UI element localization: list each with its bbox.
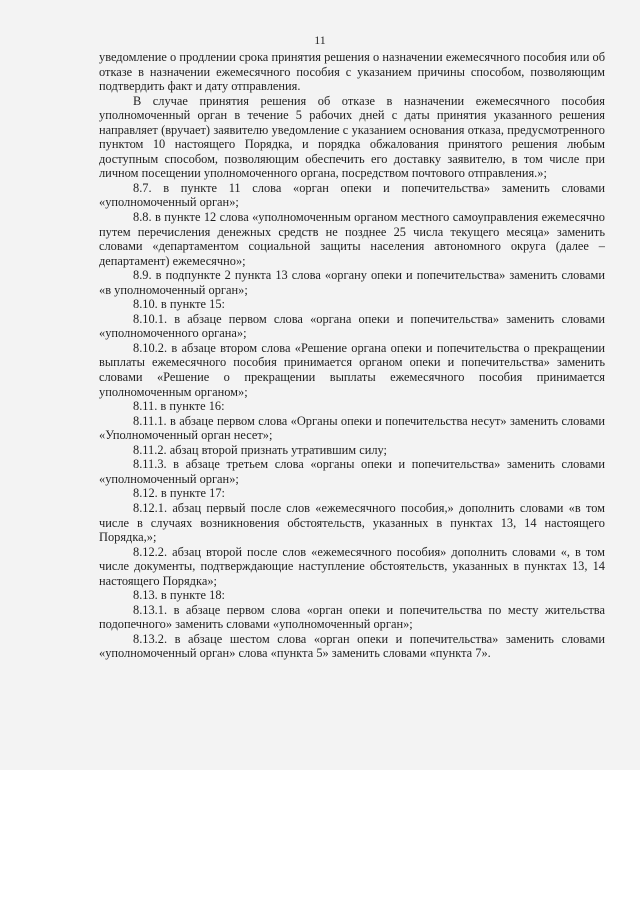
paragraph-8-12-2: 8.12.2. абзац второй после слов «ежемесячного пособия» дополнить словами «, в том числе документы, подтверждающие наступление обстоятельств, указанных в пунктах 13, 14 настоящего Порядка»;: [99, 544, 605, 588]
paragraph-8-9: 8.9. в подпункте 2 пункта 13 слова «органу опеки и попечительства» заменить словами «в уполномоченный орган»;: [99, 268, 605, 297]
paragraph-8-10: 8.10. в пункте 15:: [133, 297, 225, 312]
paragraph-8-8: 8.8. в пункте 12 слова «уполномоченным органом местного самоуправления ежемесячно путем перечисления денежных средств не позднее 25 числа текущего месяца» заменить словами «департаментом социальной защиты населения автономного округа (далее – департамент) ежемесячно»;: [99, 210, 605, 268]
paragraph-8-13: 8.13. в пункте 18:: [133, 588, 225, 603]
paragraph-8-10-1: 8.10.1. в абзаце первом слова «органа опеки и попечительства» заменить словами «уполномоченного органа»;: [99, 311, 605, 341]
paragraph-refusal-notice: В случае принятия решения об отказе в назначении ежемесячного пособия уполномоченный орган в течение 5 рабочих дней с даты принятия указанного решения направляет (вручает) заявителю уведомление с указанием основания отказа, предусмотренного пунктом 10 настоящего Порядка, и порядка обжалования принятого решения любым доступным способом, позволяющим обеспечить его доставку заявителю, в том числе при личном посещении уполномоченного органа, посредством почтового отправления.»;: [99, 93, 605, 181]
paragraph-continuation: уведомление о продлении срока принятия решения о назначении ежемесячного пособия или об отказе в назначении ежемесячного пособия с указанием причины способом, позволяющим подтвердить факт и дату отправления.: [99, 50, 605, 94]
paragraph-8-11-2: 8.11.2. абзац второй признать утратившим силу;: [133, 442, 388, 457]
document-body: [99, 50, 605, 661]
paragraph-8-12: 8.12. в пункте 17:: [133, 486, 225, 501]
paragraph-8-10-2: 8.10.2. в абзаце втором слова «Решение органа опеки и попечительства о прекращении выплаты ежемесячного пособия принимается органом опеки и попечительства» заменить словами «Решение о прекращении выплаты ежемесячного пособия принимается уполномоченным органом»;: [99, 340, 605, 399]
page-number: 11: [314, 33, 326, 47]
paragraph-8-11: 8.11. в пункте 16:: [133, 399, 225, 414]
paragraph-8-11-1: 8.11.1. в абзаце первом слова «Органы опеки и попечительства несут» заменить словами «Уполномоченный орган несет»;: [99, 413, 605, 443]
paragraph-8-13-1: 8.13.1. в абзаце первом слова «орган опеки и попечительства по месту жительства подопечного» заменить словами «уполномоченный орган»;: [99, 602, 605, 632]
paragraph-8-7: 8.7. в пункте 11 слова «орган опеки и попечительства» заменить словами «уполномоченный орган»;: [99, 180, 605, 210]
paragraph-8-12-1: 8.12.1. абзац первый после слов «ежемесячного пособия,» дополнить словами «в том числе в случаях возникновения обстоятельств, указанных в пунктах 13, 14 настоящего Порядка,»;: [99, 500, 605, 545]
paragraph-8-13-2: 8.13.2. в абзаце шестом слова «орган опеки и попечительства» заменить словами «уполномоченный орган» слова «пункта 5» заменить словами «пункта 7».: [99, 631, 605, 661]
blank-margin: [0, 770, 640, 905]
paragraph-8-11-3: 8.11.3. в абзаце третьем слова «органы опеки и попечительства» заменить словами «уполномоченный орган»;: [99, 457, 605, 486]
